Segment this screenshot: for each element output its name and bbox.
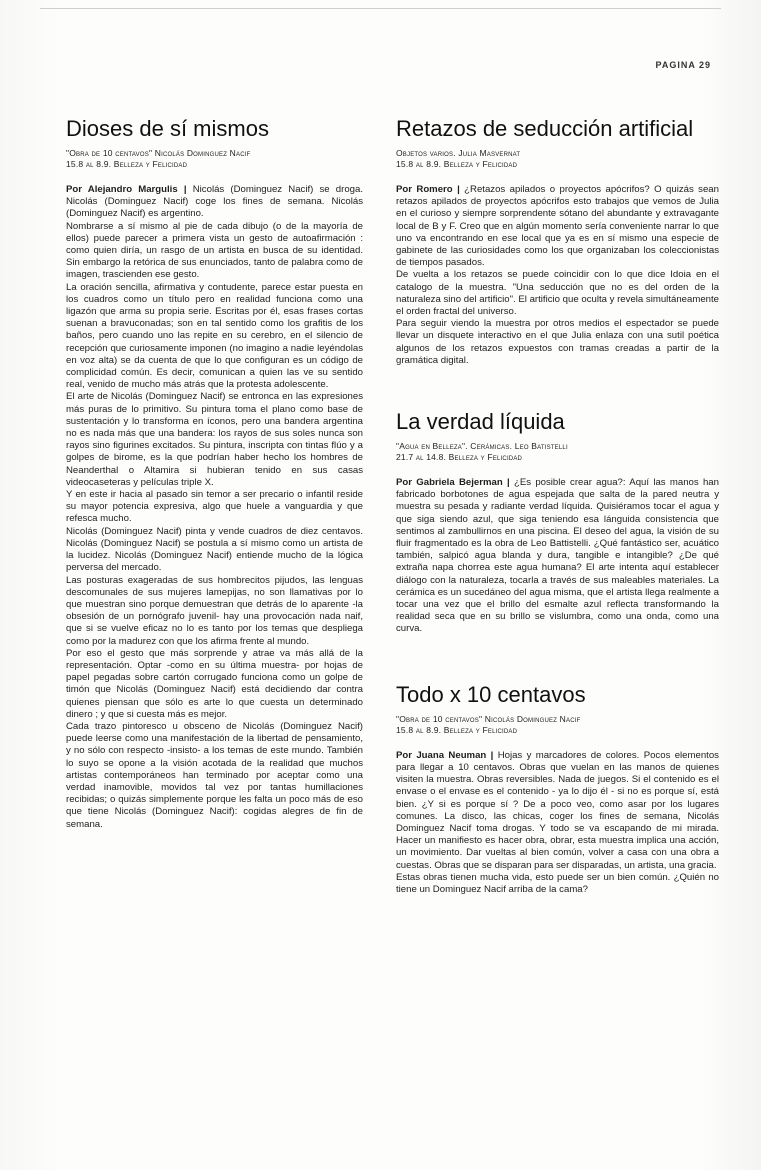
article-title: Dioses de sí mismos <box>66 116 269 141</box>
byline-separator: | <box>490 749 494 761</box>
article-paragraph <box>396 750 719 872</box>
paragraph-text: Hojas y marcadores de colores. Pocos elementos para llegar a 10 centavos. Obras que vuelan en las manos de quienes visiten la muestra. Obras reversibles. Nada de juegos. Si el contenido es el envase o el envase es el contenido - ya lo dijo él - si no es porque sí, está bien. ¿Y si es porque sí ? De a poco veo, como asar por los lugares comunes. La disco, las chicas, coger los fines de semana, Nicolás Dominguez Nacif toma drogas. Y todo se va escapando de mi mirada. Hacer un manifiesto es hacer obra, obrar, esta muestra implica una acción, un movimiento. Dar vueltas al bien común, volver a casa con una obra a cuestas. Obras que se disparan para ser disparadas, un artista, una gracia. <box>396 749 719 871</box>
article-meta-line: 15.8 al 8.9. Belleza y Felicidad <box>66 159 188 169</box>
paragraph-text: ¿Retazos apilados o proyectos apócrifos? O quizás sean retazos apilados de proyectos apócrifos esto trabajos que vemos de Julia en el curioso y siempre sorprendente sótano del abundante y extravagante local de B y F. Creo que en algún momento sería conveniente narrar lo que uno va encontrando en ese local que ya es en sí mismo una especie de gabinete de las curiosidades como los que organizaban los coleccionistas de tiempos pasados. <box>396 184 719 269</box>
article-verdad-liquida <box>396 409 719 636</box>
article-title: La verdad líquida <box>396 409 565 435</box>
article-retazos <box>396 116 719 367</box>
article-body <box>396 184 719 367</box>
article-byline: Por Alejandro Margulis <box>66 184 178 195</box>
article-paragraph <box>396 184 719 269</box>
article-paragraph: Nombrarse a sí mismo al pie de cada dibujo (o de la mayoría de ellos) puede parecer a primera vista un gesto de autoafirmación : como quien diría, un rasgo de un artista en busca de su identidad. Sin embargo la retórica de sus enunciados, tanto de palabra como de imagen, trascienden ese gesto. <box>66 220 363 281</box>
article-paragraph: Y en este ir hacia al pasado sin temor a ser precario o infantil reside su mayor potencia expresiva, algo que huele a vanguardia y que refesca mucho. <box>66 489 363 525</box>
article-meta <box>396 441 719 463</box>
article-paragraph: Nicolás (Dominguez Nacif) pinta y vende cuadros de diez centavos. Nicolás (Dominguez Nacif) se postula a sí mismo como un artista de la lucidez. Nicolás (Dominguez Nacif) entiende mucho de la lógica perversa del mercado. <box>66 525 363 574</box>
page-number: PAGINA 29 <box>655 60 711 70</box>
right-column <box>396 116 719 896</box>
article-paragraph: De vuelta a los retazos se puede coincidir con lo que dice Idoia en el catalogo de la muestra. "Una seducción que no es del orden de la naturaleza sino del artificio". El artificio que oculta y revela simultáneamente el orden fractal del universo. <box>396 269 719 318</box>
article-byline: Por Juana Neuman <box>396 749 487 761</box>
article-meta-line: "Obra de 10 centavos" Nicolás Dominguez Nacif <box>66 148 251 158</box>
article-paragraph: La oración sencilla, afirmativa y contudente, parece estar puesta en los cuadros como un título pero en realidad funciona como una ligazón que arma su propia serie. Escritas por él, esas frases cortas suenan a bravuconadas; son en tal sentido como los grafitis de los baños, pero cuando uno las repite en su cerebro, en el silencio de recepción que curiosamente imponen (no imagino a nadie leyéndolas en voz alta) se da cuenta de que lo que configuran es un código de complicidad común. Es decir, comunican a quien las ve su sentido real, venido de mucho más atrás que la protesta adolescente. <box>66 281 363 391</box>
left-column <box>66 116 363 831</box>
article-title: Todo x 10 centavos <box>396 681 586 707</box>
article-meta-line: "Agua en Belleza". Cerámicas. Leo Batistelli <box>396 441 568 452</box>
byline-separator: | <box>507 477 510 489</box>
article-paragraph <box>396 477 719 636</box>
article-paragraph <box>66 184 363 221</box>
article-paragraph: Las posturas exageradas de sus hombrecitos pijudos, las lenguas descomunales de sus mujeres lamepijas, no son llamativas por lo que muestran sino porque demuestran que detrás de lo aparente -la obsesión de un pornógrafo juvenil- hay una provocación nada naif, que si se vuelve eficaz no lo es tanto por los temas que despliega como por la madurez con que los afirma frente al mundo. <box>66 574 363 647</box>
top-rule <box>40 8 721 9</box>
article-meta <box>396 148 719 170</box>
article-paragraph: Para seguir viendo la muestra por otros medios el espectador se puede llevar un disquete interactivo en el que Julia enlaza con una sutil poética algunos de los retazos expuestos con tramas creadas a partir de la gramática digital. <box>396 318 719 366</box>
article-paragraph: Cada trazo pintoresco u obsceno de Nicolás (Dominguez Nacif) puede leerse como una manifestación de la libertad de pensamiento, y no sólo con respecto -insisto- a los temas de este mundo. También lo suyo se opone a la visión acotada de la realidad que muchos artistas contemporáneos han terminado por aceptar como una verdad inamovible, movidos tal vez por tantas humillaciones recibidas; o quizás simplemente porque les falta un poco más de eso que tiene Nicolás (Dominguez Nacif): cogidas alegres de fin de semana. <box>66 720 363 830</box>
article-title: Retazos de seducción artificial <box>396 116 694 141</box>
article-todo-x-10 <box>396 682 719 896</box>
article-body <box>396 750 719 896</box>
article-meta-line: 21.7 al 14.8. Belleza y Felicidad <box>396 452 523 463</box>
article-byline: Por Romero <box>396 184 453 195</box>
article-meta-line: Objetos varios. Julia Masvernat <box>396 148 521 158</box>
paragraph-text: Nicolás (Dominguez Nacif) se droga. Nicolás (Dominguez Nacif) coge los fines de semana. Nicolás (Dominguez Nacif) es argentino. <box>66 184 364 220</box>
article-body <box>66 184 363 831</box>
article-meta-line: 15.8 al 8.9. Belleza y Felicidad <box>396 724 518 735</box>
article-byline: Por Gabriela Bejerman <box>396 477 503 489</box>
article-dioses <box>66 116 363 831</box>
article-meta-line: "Obra de 10 centavos" Nicolás Dominguez Nacif <box>396 713 581 724</box>
article-paragraph: El arte de Nicolás (Dominguez Nacif) se entronca en las expresiones más puras de lo primitivo. Su pintura toma el plano como base de sustentación y lo transforma en íconos, pero una bandera argentina no es nada más que una bandera: los rayos de sus soles nunca son rayos sino figurines excitados. Su pintura, inscripta con tintas flúo y a golpes de birome, es la que podrían haber hecho los hombres de Neanderthal o Altamira si hubieran tenido en sus casas videocaseteras y películas triple X. <box>66 391 363 488</box>
article-paragraph: Estas obras tienen mucha vida, esto puede ser un bien común. ¿Quién no tiene un Dominguez Nacif arriba de la cama? <box>396 871 719 895</box>
article-paragraph: Por eso el gesto que más sorprende y atrae va más allá de la representación. Optar -como en su última muestra- por hojas de papel pegadas sobre cartón corrugado funciona como un golpe de timón que Nicolás (Dominguez Nacif) está decidiendo dar contra quienes piensan que sólo es arte lo que cuesta un determinado dinero ; y que si cuesta más es mejor. <box>66 647 363 720</box>
paragraph-text: ¿Es posible crear agua?: Aquí las manos han fabricado borbotones de agua espejada que salta de la pared neutra y muestra su pesada y radiante verdad líquida. Quisiéramos tocar el agua y que siga siendo azul, que siga teniendo esa lánguida consistencia que sentimos al zambullirnos en una piscina. El deseo del agua, la visión de su fluir fragmentado es la obra de Leo Battistelli. ¿Qué fantástico ser, acuático también, salpicó agua blanda y dura, tangible e intangible? ¿De qué extraña napa chorrea este agua humana? El arte intenta aquí establecer diálogo con la naturaleza, tocarla a través de sus maleables materiales. La cerámica es un sucedáneo del agua misma, que el artista llega realmente a tocar una vez que el brillo del esmalte azul reflecta transformando la realidad seca que en su brillo se vislumbra, como una onda, como una curva. <box>396 477 719 635</box>
article-body <box>396 477 719 636</box>
byline-separator: | <box>457 184 460 195</box>
article-meta <box>396 714 719 736</box>
article-meta-line: 15.8 al 8.9. Belleza y Felicidad <box>396 159 518 169</box>
byline-separator: | <box>183 184 187 195</box>
article-meta <box>66 148 363 170</box>
